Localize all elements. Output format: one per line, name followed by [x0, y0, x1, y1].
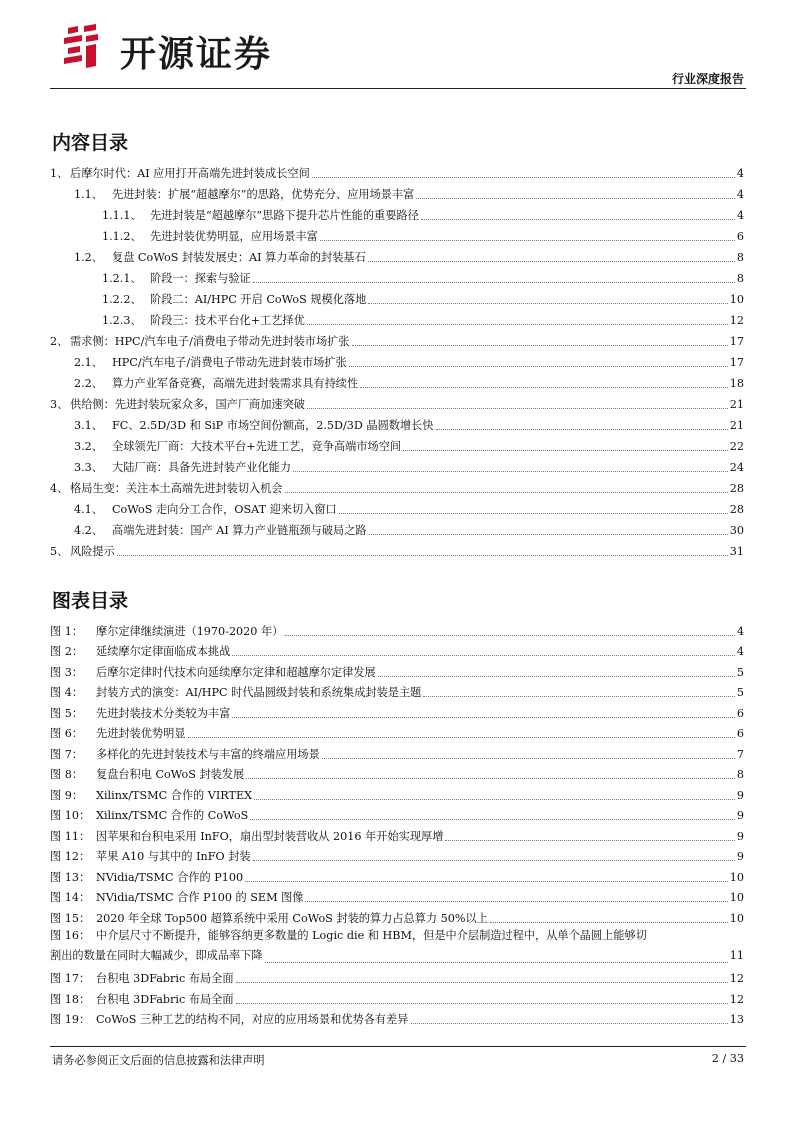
toc-leader-dots [403, 450, 728, 451]
toc-entry-number: 2、 [50, 335, 69, 348]
figure-leader-dots [378, 676, 735, 677]
figure-leader-dots [232, 717, 735, 718]
figure-entry[interactable] [50, 700, 744, 721]
logo-mark-icon [62, 22, 122, 74]
figure-leader-dots [236, 982, 728, 983]
figure-entry-number: 图 16： [50, 928, 91, 942]
figure-entry-text: Xilinx/TSMC 合作的 VIRTEX [96, 788, 253, 802]
toc-entry-page: 10 [729, 293, 744, 306]
figure-leader-dots [236, 1003, 728, 1004]
toc-entry[interactable] [50, 412, 744, 433]
figure-leader-dots [305, 901, 727, 902]
figure-entry-text: 台积电 3DFabric 布局全面 [96, 992, 234, 1006]
toc-leader-dots [307, 408, 728, 409]
toc-entry-number: 1.1.2、 [102, 230, 142, 243]
toc-entry[interactable] [50, 517, 744, 538]
toc-entry-text: 算力产业军备竞赛，高端先进封装需求具有持续性 [112, 377, 359, 390]
toc-entry-number: 3.1、 [74, 419, 103, 432]
toc-entry[interactable] [50, 160, 744, 181]
figure-entry-number: 图 9： [50, 788, 84, 802]
toc-entry-text: 大陆厂商：具备先进封装产业化能力 [112, 461, 292, 474]
figure-entry-page: 6 [736, 706, 744, 720]
toc-entry-page: 31 [729, 545, 744, 558]
figure-entry-number: 图 3： [50, 665, 84, 679]
figure-entry[interactable] [50, 823, 744, 844]
figure-entry-number: 图 15： [50, 911, 91, 925]
figure-entry-line [50, 946, 744, 966]
toc-entry[interactable] [50, 370, 744, 391]
figure-entry[interactable] [50, 762, 744, 783]
toc-entry-page: 8 [736, 272, 744, 285]
figure-entry[interactable] [50, 905, 744, 926]
toc-entry-text: 阶段二：AI/HPC 开启 CoWoS 规模化落地 [150, 293, 367, 306]
toc-entry-number: 5、 [50, 545, 69, 558]
toc-entry-number: 1.2、 [74, 251, 103, 264]
toc-entry-number: 1.2.3、 [102, 314, 142, 327]
figure-entry[interactable] [50, 618, 744, 639]
figure-entry-text: Xilinx/TSMC 合作的 CoWoS [96, 809, 249, 822]
figures-list [50, 618, 744, 1027]
toc-leader-dots [421, 219, 735, 220]
figure-leader-dots [246, 778, 735, 779]
figure-entry-number: 图 14： [50, 891, 91, 904]
toc-entry-page: 6 [736, 230, 744, 243]
figure-entry-number: 图 7： [50, 747, 84, 761]
figure-entry-number: 图 13： [50, 870, 91, 884]
figure-entry[interactable] [50, 864, 744, 885]
toc-entry-text: 先进封装优势明显，应用场景丰富 [150, 230, 318, 243]
toc-leader-dots [368, 303, 727, 304]
toc-entry-number: 1.2.1、 [102, 272, 142, 285]
figure-entry[interactable] [50, 659, 744, 680]
toc-entry-number: 3.3、 [74, 461, 103, 474]
figure-entry-number: 图 17： [50, 972, 91, 985]
toc-entry-page: 21 [729, 398, 744, 411]
figure-entry[interactable] [50, 782, 744, 803]
figure-entry-page: 9 [736, 829, 744, 843]
figure-entry-page: 10 [729, 891, 744, 904]
toc-leader-dots [416, 198, 735, 199]
figure-entry-text: 封装方式的演变：AI/HPC 时代晶圆级封装和系统集成封装是主题 [96, 686, 422, 699]
toc-leader-dots [352, 345, 728, 346]
figure-leader-dots [490, 922, 728, 923]
toc-entry-page: 18 [729, 377, 744, 390]
toc-entry-page: 4 [736, 188, 744, 201]
toc-entry[interactable] [50, 328, 744, 349]
toc-leader-dots [285, 492, 728, 493]
toc-entry[interactable] [50, 538, 744, 559]
figure-leader-dots [250, 819, 735, 820]
toc-entry-number: 4、 [50, 482, 69, 495]
toc-leader-dots [368, 261, 735, 262]
toc-entry-number: 2.2、 [74, 377, 103, 390]
brand-logo [62, 22, 302, 74]
toc-entry-page: 30 [729, 524, 744, 537]
figure-entry-text: 2020 年全球 Top500 超算系统中采用 CoWoS 封装的算力占总算力 50%以上 [96, 911, 488, 925]
figure-entry-line [50, 926, 744, 946]
toc-entry-text: 先进封装：扩展“超越摩尔”的思路，优势充分、应用场景丰富 [112, 188, 415, 201]
figure-entry-page: 6 [736, 727, 744, 740]
toc-leader-dots [307, 324, 728, 325]
figure-entry[interactable] [50, 639, 744, 660]
toc-entry-number: 4.2、 [74, 524, 103, 537]
figure-entry-page: 5 [736, 665, 744, 679]
toc-leader-dots [117, 555, 728, 556]
toc-entry-text: CoWoS 走向分工合作，OSAT 迎来切入窗口 [112, 503, 337, 516]
toc-leader-dots [436, 429, 728, 430]
figure-entry-page: 9 [736, 850, 744, 863]
figure-entry-text: NVidia/TSMC 合作的 P100 [96, 870, 244, 884]
figure-entry-page: 12 [729, 992, 744, 1006]
toc-entry[interactable] [50, 496, 744, 517]
toc-entry-number: 3.2、 [74, 440, 103, 453]
figure-entry[interactable] [50, 926, 744, 966]
toc-entry[interactable] [50, 223, 744, 244]
figures-title: 图表目录 [52, 590, 129, 612]
toc-entry-page: 12 [729, 314, 744, 327]
toc-entry-text: HPC/汽车电子/消费电子带动先进封装市场扩张 [112, 356, 347, 369]
figure-entry-page: 5 [736, 686, 744, 699]
figure-entry-number: 图 6： [50, 727, 84, 740]
toc-entry-page: 22 [729, 440, 744, 453]
toc-entry-text: 风险提示 [70, 545, 115, 558]
figure-entry-number: 图 5： [50, 706, 84, 720]
toc-entry-text: FC、2.5D/3D 和 SiP 市场空间份额高，2.5D/3D 晶圆数增长快 [112, 419, 434, 432]
figure-leader-dots [411, 1023, 728, 1024]
figure-entry-text: 先进封装优势明显 [96, 727, 186, 740]
toc-entry-number: 1.1、 [74, 188, 103, 201]
figure-entry-text: 因苹果和台积电采用 InFO，扇出型封装营收从 2016 年开始实现厚增 [96, 829, 444, 843]
toc-entry[interactable] [50, 454, 744, 475]
toc-entry-text: 需求侧：HPC/汽车电子/消费电子带动先进封装市场扩张 [70, 335, 350, 348]
header-divider [50, 88, 746, 89]
figure-entry-text: 后摩尔定律时代技术向延续摩尔定律和超越摩尔定律发展 [96, 665, 376, 679]
toc-entry-text: 高端先进封装：国产 AI 算力产业链瓶颈与破局之路 [112, 524, 367, 537]
figure-entry-page: 10 [729, 870, 744, 884]
toc-entry-page: 28 [729, 503, 744, 516]
figure-entry[interactable] [50, 986, 744, 1007]
figure-entry[interactable] [50, 844, 744, 865]
figure-entry-text: 摩尔定律继续演进（1970-2020 年） [96, 624, 284, 638]
figure-entry-text: 苹果 A10 与其中的 InFO 封装 [96, 850, 251, 863]
figure-entry-number: 图 8： [50, 768, 84, 781]
toc-entry-page: 21 [729, 419, 744, 432]
toc-entry-text: 先进封装是“超越摩尔”思路下提升芯片性能的重要路径 [150, 209, 419, 222]
toc-entry-text: 全球领先厂商：大技术平台+先进工艺，竞争高端市场空间 [112, 440, 402, 453]
toc-entry-number: 1、 [50, 167, 69, 180]
toc-title: 内容目录 [52, 132, 129, 154]
figure-entry-text: 延续摩尔定律面临成本挑战 [96, 645, 231, 658]
toc-entry-text: 阶段一：探索与验证 [150, 272, 251, 285]
figure-entry[interactable] [50, 680, 744, 701]
toc-entry[interactable] [50, 307, 744, 328]
figure-entry-page: 7 [736, 747, 744, 761]
toc-leader-dots [312, 177, 735, 178]
footer-divider [50, 1046, 746, 1047]
toc-entry-page: 8 [736, 251, 744, 264]
toc-entry[interactable] [50, 391, 744, 412]
toc-entry-number: 1.2.2、 [102, 293, 142, 306]
figure-entry-number: 图 10： [50, 809, 91, 822]
figure-leader-dots [188, 737, 735, 738]
toc-entry[interactable] [50, 244, 744, 265]
figure-leader-dots [254, 799, 735, 800]
figure-entry-page: 9 [736, 788, 744, 802]
toc-entry[interactable] [50, 286, 744, 307]
toc-leader-dots [349, 366, 728, 367]
figure-leader-dots [423, 696, 735, 697]
figure-entry-number: 图 11： [50, 829, 91, 843]
figure-entry-text: CoWoS 三种工艺的结构不同，对应的应用场景和优势各有差异 [96, 1013, 409, 1026]
toc-entry-page: 17 [729, 335, 744, 348]
toc-entry[interactable] [50, 475, 744, 496]
toc-entry[interactable] [50, 349, 744, 370]
figure-leader-dots [285, 635, 735, 636]
toc-entry-number: 1.1.1、 [102, 209, 142, 222]
figure-entry-text-continued: 割出的数量在同时大幅减少，即成品率下降 [50, 948, 263, 962]
toc-list [50, 160, 744, 559]
toc-leader-dots [339, 513, 728, 514]
toc-entry-number: 3、 [50, 398, 69, 411]
figure-entry[interactable] [50, 803, 744, 824]
figure-entry-text: 中介层尺寸不断提升，能够容纳更多数量的 Logic die 和 HBM，但是中介层制造过程中，从单个晶圆上能够切 [96, 928, 647, 942]
figure-entry-page: 4 [736, 624, 744, 638]
figure-leader-dots [265, 962, 728, 963]
toc-entry-page: 4 [736, 167, 744, 180]
toc-entry[interactable] [50, 265, 744, 286]
figure-entry-page: 12 [729, 972, 744, 985]
figure-entry-number: 图 2： [50, 645, 84, 658]
toc-entry-page: 24 [729, 461, 744, 474]
toc-leader-dots [253, 282, 735, 283]
figure-entry-page: 4 [736, 645, 744, 658]
toc-entry[interactable] [50, 181, 744, 202]
figure-leader-dots [445, 840, 734, 841]
toc-entry-text: 阶段三：技术平台化+工艺择优 [150, 314, 305, 327]
footer-disclaimer: 请务必参阅正文后面的信息披露和法律声明 [52, 1054, 265, 1067]
figure-entry-text: 先进封装技术分类较为丰富 [96, 706, 231, 720]
toc-entry-page: 17 [729, 356, 744, 369]
figure-entry-text: 台积电 3DFabric 布局全面 [96, 972, 234, 985]
figure-entry-page: 11 [729, 948, 744, 962]
figure-entry-text: 多样化的先进封装技术与丰富的终端应用场景 [96, 747, 320, 761]
figure-entry[interactable] [50, 1007, 744, 1028]
figure-entry[interactable] [50, 966, 744, 987]
figure-entry-page: 9 [736, 809, 744, 822]
page-header [0, 0, 794, 92]
report-type-label: 行业深度报告 [671, 72, 744, 86]
figure-entry-page: 13 [729, 1013, 744, 1026]
toc-entry[interactable] [50, 433, 744, 454]
toc-entry-page: 4 [736, 209, 744, 222]
toc-entry-number: 2.1、 [74, 356, 103, 369]
toc-leader-dots [360, 387, 728, 388]
toc-entry-text: 后摩尔时代：AI 应用打开高端先进封装成长空间 [70, 167, 310, 180]
figure-entry-page: 10 [729, 911, 744, 925]
toc-entry-number: 4.1、 [74, 503, 103, 516]
figure-entry-number: 图 19： [50, 1013, 91, 1026]
toc-entry-page: 28 [729, 482, 744, 495]
toc-leader-dots [293, 471, 728, 472]
toc-entry-text: 格局生变：关注本土高端先进封装切入机会 [70, 482, 283, 495]
toc-leader-dots [369, 534, 728, 535]
figure-entry[interactable] [50, 885, 744, 906]
brand-name: 开源证券 [120, 34, 273, 75]
figure-entry-text: NVidia/TSMC 合作 P100 的 SEM 图像 [96, 891, 304, 904]
figure-entry-number: 图 4： [50, 686, 84, 699]
figure-leader-dots [322, 758, 735, 759]
toc-entry-text: 供给侧：先进封装玩家众多，国产厂商加速突破 [70, 398, 305, 411]
figure-entry-number: 图 18： [50, 992, 91, 1006]
figure-entry-page: 8 [736, 768, 744, 781]
figure-leader-dots [253, 860, 735, 861]
page-number: 2 / 33 [711, 1052, 744, 1065]
figure-entry[interactable] [50, 741, 744, 762]
figure-entry-text: 复盘台积电 CoWoS 封装发展 [96, 768, 245, 781]
figure-leader-dots [245, 881, 728, 882]
figure-leader-dots [232, 655, 735, 656]
figure-entry[interactable] [50, 721, 744, 742]
figure-entry-number: 图 12： [50, 850, 91, 863]
toc-entry[interactable] [50, 202, 744, 223]
figure-entry-number: 图 1： [50, 624, 84, 638]
toc-entry-text: 复盘 CoWoS 封装发展史：AI 算力革命的封装基石 [112, 251, 366, 264]
toc-leader-dots [320, 240, 735, 241]
